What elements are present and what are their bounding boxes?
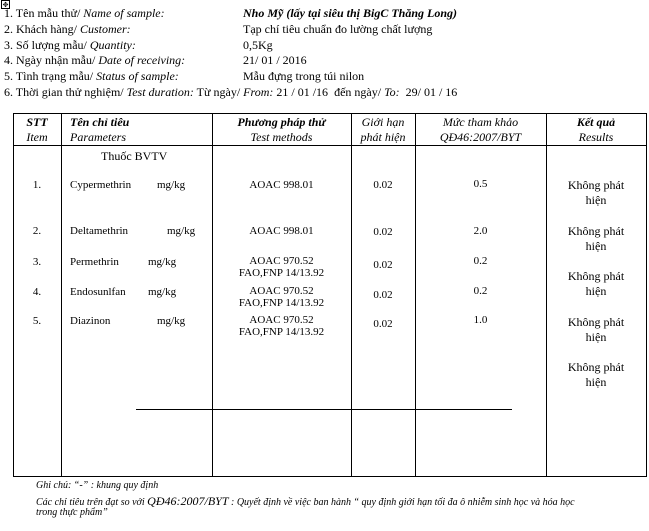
row-3-unit: mg/kg bbox=[148, 256, 177, 268]
sample-name-value: Nho Mỹ (lấy tại siêu thị BigC Thăng Long) bbox=[243, 6, 458, 20]
row-3-num: 3. bbox=[32, 256, 42, 268]
row-1-param: Cypermethrin bbox=[70, 179, 132, 191]
row-2-ref: 2.0 bbox=[473, 225, 488, 237]
row-2-unit: mg/kg bbox=[167, 225, 196, 237]
info-line-2: 2. Khách hàng/ Customer: bbox=[4, 22, 131, 36]
info-line-1: 1. Tên mẫu thử/ Name of sample: bbox=[4, 6, 165, 20]
note-line-3: trong thực phẩm” bbox=[36, 507, 108, 518]
row-2-num: 2. bbox=[32, 225, 42, 237]
info-line-3: 3. Số lượng mẫu/ Quantity: bbox=[4, 38, 136, 52]
row-3-result: Không phát hiện bbox=[567, 269, 625, 298]
header-test-methods: Phương pháp thử Test methods bbox=[237, 115, 326, 144]
row-3-param: Permethrin bbox=[70, 256, 119, 268]
row-5-unit: mg/kg bbox=[157, 315, 186, 327]
row-3-ref: 0.2 bbox=[473, 255, 488, 267]
row-5-ref: 1.0 bbox=[473, 314, 488, 326]
customer-value: Tạp chí tiêu chuẩn đo lường chất lượng bbox=[243, 22, 433, 36]
row-2-lod: 0.02 bbox=[373, 226, 393, 238]
row-3-lod: 0.02 bbox=[373, 259, 393, 271]
note-line-2: Các chỉ tiêu trên đạt so với QĐ46:2007/BYT : Quyết định về việc ban hành “ quy định giới hạn tối đa ô nhiễm sinh học và hóa học bbox=[36, 494, 575, 508]
row-4-result: Không phát hiện bbox=[567, 315, 625, 344]
header-reference-level: Mức tham khảo QĐ46:2007/BYT bbox=[439, 115, 522, 144]
row-5-method: AOAC 970.52 FAO,FNP 14/13.92 bbox=[238, 314, 325, 338]
receiving-date-value: 21/ 01 / 2016 bbox=[243, 53, 307, 67]
test-duration-line: 6. Thời gian thử nghiệm/ Test duration: Từ ngày/ From: 21 / 01 /16 đến ngày/ To: 29/ 01 / 16 bbox=[4, 85, 458, 99]
row-5-param: Diazinon bbox=[70, 315, 111, 327]
row-4-num: 4. bbox=[32, 286, 42, 298]
row-3-method: AOAC 970.52 FAO,FNP 14/13.92 bbox=[238, 255, 325, 279]
table-top-border bbox=[13, 113, 647, 114]
row-1-num: 1. bbox=[32, 179, 42, 191]
table-inner-rule bbox=[136, 409, 512, 410]
row-2-result: Không phát hiện bbox=[567, 224, 625, 253]
row-4-unit: mg/kg bbox=[148, 286, 177, 298]
row-4-ref: 0.2 bbox=[473, 285, 488, 297]
header-detection-limit: Giới hạn phát hiện bbox=[360, 115, 406, 144]
header-parameters: Tên chỉ tiêu Parameters bbox=[70, 115, 130, 144]
row-1-method: AOAC 998.01 bbox=[249, 179, 314, 191]
row-1-lod: 0.02 bbox=[373, 179, 393, 191]
info-line-4: 4. Ngày nhận mẫu/ Date of receiving: bbox=[4, 53, 186, 67]
col-border-stt bbox=[61, 113, 62, 477]
status-value: Mẫu đựng trong túi nilon bbox=[243, 69, 365, 83]
table-header-border bbox=[13, 145, 647, 146]
row-4-method: AOAC 970.52 FAO,FNP 14/13.92 bbox=[238, 285, 325, 309]
table-bottom-border bbox=[13, 476, 647, 477]
row-2-method: AOAC 998.01 bbox=[249, 225, 314, 237]
note-line-1: Ghi chú: “-” : khung quy định bbox=[36, 480, 159, 491]
row-1-ref: 0.5 bbox=[473, 178, 488, 190]
quantity-value: 0,5Kg bbox=[243, 38, 273, 52]
row-5-num: 5. bbox=[32, 315, 42, 327]
col-border-right bbox=[646, 113, 647, 477]
row-2-param: Deltamethrin bbox=[70, 225, 129, 237]
anchor-icon: ✥ bbox=[2, 1, 9, 9]
row-4-param: Endosunlfan bbox=[70, 286, 126, 298]
header-results: Kết quả Results bbox=[576, 115, 616, 144]
row-4-lod: 0.02 bbox=[373, 289, 393, 301]
header-stt: STT Item bbox=[26, 115, 48, 144]
info-line-5: 5. Tình trạng mẫu/ Status of sample: bbox=[4, 69, 179, 83]
row-1-result: Không phát hiện bbox=[567, 178, 625, 207]
group-label: Thuốc BVTV bbox=[101, 149, 168, 163]
row-1-unit: mg/kg bbox=[157, 179, 186, 191]
row-5-result: Không phát hiện bbox=[567, 360, 625, 389]
row-5-lod: 0.02 bbox=[373, 318, 393, 330]
